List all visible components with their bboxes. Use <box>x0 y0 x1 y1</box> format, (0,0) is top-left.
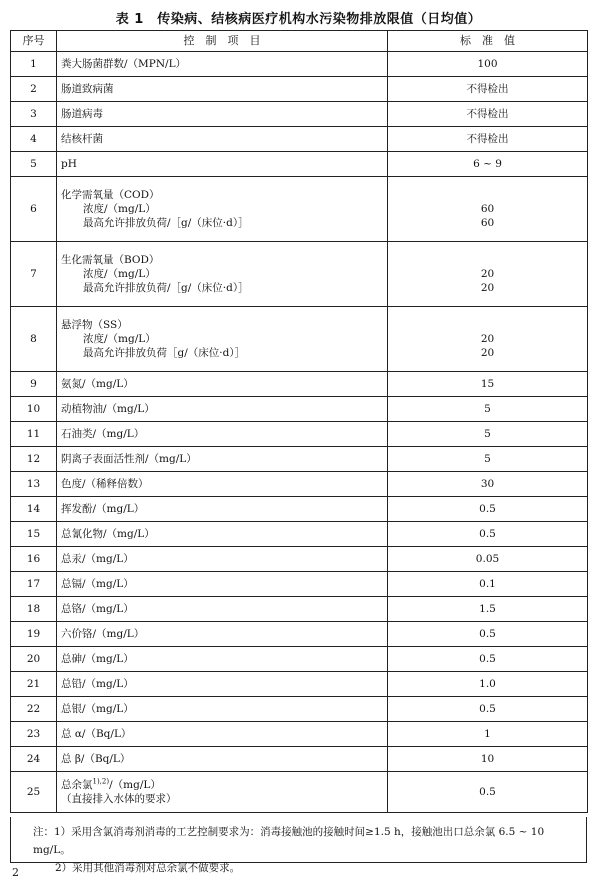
control-item-line: 动植物油/（mg/L） <box>61 403 155 415</box>
control-item <box>57 242 388 307</box>
row-number: 16 <box>11 547 57 572</box>
control-item-unit: /（mg/L） <box>109 779 161 791</box>
header-no: 序号 <box>11 31 57 52</box>
value-spacer <box>392 318 583 332</box>
row-number: 3 <box>11 102 57 127</box>
table-row <box>11 672 588 697</box>
control-item <box>57 77 388 102</box>
control-item <box>57 152 388 177</box>
value-line: 0.5 <box>479 503 496 515</box>
control-item <box>57 447 388 472</box>
value-line: 20 <box>480 333 495 345</box>
table-row <box>11 447 588 472</box>
table-row <box>11 77 588 102</box>
table-row <box>11 522 588 547</box>
row-number: 18 <box>11 597 57 622</box>
control-item-line: 结核杆菌 <box>61 133 103 145</box>
control-item-line: 化学需氧量（COD） <box>61 189 160 201</box>
standard-value <box>388 307 588 372</box>
standard-value <box>388 102 588 127</box>
row-number: 21 <box>11 672 57 697</box>
value-line: 100 <box>477 58 498 70</box>
table-row <box>11 547 588 572</box>
value-line: 5 <box>484 453 491 465</box>
control-item-line: 悬浮物（SS） <box>61 319 128 331</box>
table-row <box>11 747 588 772</box>
control-item <box>57 722 388 747</box>
control-item-line: 总 β/（Bq/L） <box>61 753 131 765</box>
standard-value <box>388 722 588 747</box>
row-number: 13 <box>11 472 57 497</box>
value-spacer <box>392 188 583 202</box>
standard-value <box>388 597 588 622</box>
standard-value <box>388 52 588 77</box>
row-number: 6 <box>11 177 57 242</box>
page-number: 2 <box>12 866 19 879</box>
control-item <box>57 52 388 77</box>
control-item <box>57 647 388 672</box>
control-item-line: 浓度/（mg/L） <box>83 203 156 215</box>
value-line: 0.5 <box>479 786 496 798</box>
control-item-line: 总汞/（mg/L） <box>61 553 134 565</box>
control-item-line: 总镉/（mg/L） <box>61 578 134 590</box>
row-number: 2 <box>11 77 57 102</box>
standard-value <box>388 572 588 597</box>
control-item-line: 最高允许排放负荷［g/（床位·d）］ <box>83 347 246 359</box>
control-item-line: 总铬/（mg/L） <box>61 603 134 615</box>
table-row <box>11 102 588 127</box>
standard-value <box>388 422 588 447</box>
control-item <box>57 127 388 152</box>
control-item <box>57 572 388 597</box>
control-item-line: 挥发酚/（mg/L） <box>61 503 145 515</box>
control-item-line: 浓度/（mg/L） <box>83 333 156 345</box>
control-item <box>57 372 388 397</box>
control-item-line: 氨氮/（mg/L） <box>61 378 134 390</box>
table-row <box>11 697 588 722</box>
control-item <box>57 672 388 697</box>
control-item <box>57 522 388 547</box>
table-row <box>11 772 588 813</box>
row-number: 19 <box>11 622 57 647</box>
note-2: 2）采用其他消毒剂对总余氯不做要求。 <box>55 862 241 874</box>
footnote-ref: 1),2) <box>92 777 110 786</box>
table-row <box>11 622 588 647</box>
standard-value <box>388 497 588 522</box>
control-item <box>57 307 388 372</box>
table-row <box>11 597 588 622</box>
table-row <box>11 472 588 497</box>
value-line: 0.1 <box>479 578 496 590</box>
standard-value <box>388 647 588 672</box>
control-item-line: （直接排入水体的要求） <box>61 793 177 805</box>
standard-value <box>388 152 588 177</box>
control-item <box>57 622 388 647</box>
header-value: 标 准 值 <box>388 31 588 52</box>
control-item <box>57 397 388 422</box>
value-line: 0.5 <box>479 653 496 665</box>
control-item <box>57 102 388 127</box>
control-item-line: 总砷/（mg/L） <box>61 653 134 665</box>
control-item-line: 六价铬/（mg/L） <box>61 628 145 640</box>
control-item <box>57 177 388 242</box>
standard-value <box>388 547 588 572</box>
standard-value <box>388 697 588 722</box>
row-number: 14 <box>11 497 57 522</box>
value-line: 15 <box>480 378 495 390</box>
standard-value <box>388 672 588 697</box>
control-item-line: 阴离子表面活性剂/（mg/L） <box>61 453 197 465</box>
value-line: 0.5 <box>479 528 496 540</box>
control-item-line: 粪大肠菌群数/（MPN/L） <box>61 58 187 70</box>
table-row <box>11 722 588 747</box>
control-item-line: 生化需氧量（BOD） <box>61 254 160 266</box>
row-number: 22 <box>11 697 57 722</box>
note-1: 注：1）采用含氯消毒剂消毒的工艺控制要求为：消毒接触池的接触时间≥1.5 h，接触池出口总余氯 6.5 ~ 10 mg/L。 <box>33 826 545 856</box>
value-line: 不得检出 <box>466 133 509 145</box>
standard-value <box>388 177 588 242</box>
row-number: 23 <box>11 722 57 747</box>
value-line: 不得检出 <box>466 108 509 120</box>
row-number: 8 <box>11 307 57 372</box>
control-item-text: 总余氯 <box>61 779 93 791</box>
header-item: 控 制 项 目 <box>57 31 388 52</box>
row-number: 17 <box>11 572 57 597</box>
control-item <box>57 697 388 722</box>
row-number: 4 <box>11 127 57 152</box>
table-row <box>11 242 588 307</box>
standard-value <box>388 472 588 497</box>
table-row <box>11 497 588 522</box>
table-row <box>11 422 588 447</box>
control-item <box>57 497 388 522</box>
control-item-line: 最高允许排放负荷/［g/（床位·d）］ <box>83 282 249 294</box>
control-item-line: 最高允许排放负荷/［g/（床位·d）］ <box>83 217 249 229</box>
row-number: 15 <box>11 522 57 547</box>
control-item-line: 总银/（mg/L） <box>61 703 134 715</box>
table-row <box>11 397 588 422</box>
value-line: 1.5 <box>479 603 496 615</box>
value-line: 0.5 <box>479 628 496 640</box>
standard-value <box>388 447 588 472</box>
table-row <box>11 177 588 242</box>
standard-value <box>388 77 588 102</box>
table-notes <box>10 817 587 874</box>
row-number: 7 <box>11 242 57 307</box>
control-item-line: 肠道致病菌 <box>61 83 114 95</box>
row-number: 5 <box>11 152 57 177</box>
value-line: 20 <box>480 268 495 280</box>
value-line: 60 <box>480 217 495 229</box>
standard-value <box>388 622 588 647</box>
row-number: 1 <box>11 52 57 77</box>
table-row <box>11 647 588 672</box>
control-item-line: 浓度/（mg/L） <box>83 268 156 280</box>
table-row <box>11 127 588 152</box>
row-number: 9 <box>11 372 57 397</box>
standard-value <box>388 772 588 813</box>
table-row <box>11 152 588 177</box>
table-header-row <box>11 31 588 52</box>
control-item-line: 总铅/（mg/L） <box>61 678 134 690</box>
standard-value <box>388 522 588 547</box>
value-line: 6 ~ 9 <box>473 158 502 170</box>
table-row <box>11 372 588 397</box>
control-item <box>57 597 388 622</box>
control-item-line: 总氰化物/（mg/L） <box>61 528 155 540</box>
control-item-line <box>61 778 383 792</box>
standard-value <box>388 747 588 772</box>
control-item-line: 肠道病毒 <box>61 108 103 120</box>
value-line: 5 <box>484 403 491 415</box>
control-item <box>57 472 388 497</box>
value-line: 0.5 <box>479 703 496 715</box>
row-number: 10 <box>11 397 57 422</box>
control-item <box>57 772 388 813</box>
value-line: 1.0 <box>479 678 496 690</box>
value-line: 30 <box>480 478 495 490</box>
table-title: 表 1 传染病、结核病医疗机构水污染物排放限值（日均值） <box>115 12 482 27</box>
value-line: 20 <box>480 282 495 294</box>
row-number: 11 <box>11 422 57 447</box>
value-line: 60 <box>480 203 495 215</box>
standard-value <box>388 372 588 397</box>
value-line: 不得检出 <box>466 83 509 95</box>
table-row <box>11 307 588 372</box>
value-line: 10 <box>480 753 495 765</box>
control-item-line: 色度/（稀释倍数） <box>61 478 149 490</box>
standard-value <box>388 397 588 422</box>
control-item-line: 总 α/（Bq/L） <box>61 728 132 740</box>
value-spacer <box>392 253 583 267</box>
control-item-line: pH <box>61 158 77 170</box>
control-item <box>57 547 388 572</box>
table-row <box>11 52 588 77</box>
row-number: 25 <box>11 772 57 813</box>
value-line: 5 <box>484 428 491 440</box>
row-number: 20 <box>11 647 57 672</box>
control-item <box>57 422 388 447</box>
control-item <box>57 747 388 772</box>
value-line: 20 <box>480 347 495 359</box>
emission-limits-table <box>10 30 588 813</box>
control-item-line: 石油类/（mg/L） <box>61 428 145 440</box>
value-line: 0.05 <box>475 553 500 565</box>
value-line: 1 <box>484 728 491 740</box>
row-number: 12 <box>11 447 57 472</box>
row-number: 24 <box>11 747 57 772</box>
standard-value <box>388 127 588 152</box>
standard-value <box>388 242 588 307</box>
table-row <box>11 572 588 597</box>
